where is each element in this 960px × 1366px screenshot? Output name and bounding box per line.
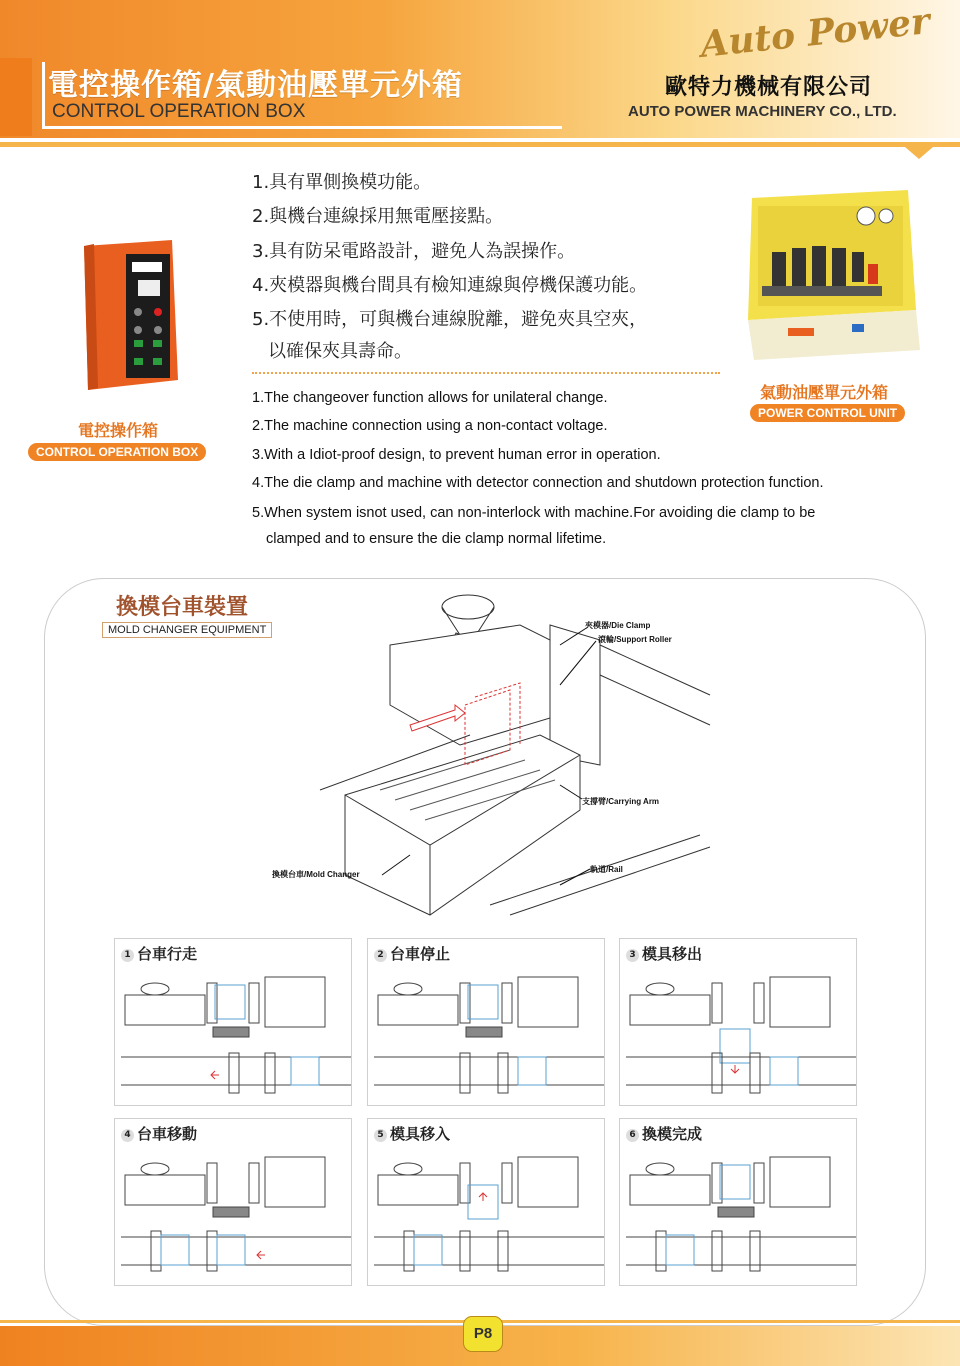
- company-name-en: AUTO POWER MACHINERY CO., LTD.: [628, 103, 897, 120]
- step-number: 2: [374, 949, 387, 962]
- step-panel: [367, 938, 605, 1106]
- step-illustration: [368, 965, 604, 1105]
- step-title: [626, 943, 702, 964]
- header-tab: [0, 58, 32, 136]
- control-box-caption-zh: 電控操作箱: [78, 421, 159, 440]
- divider-arrow: [905, 147, 933, 159]
- title-frame-bottom: [42, 126, 562, 129]
- step-title: [121, 943, 197, 964]
- step-number: 1: [121, 949, 134, 962]
- power-unit-caption-en: POWER CONTROL UNIT: [750, 404, 905, 422]
- label-carrying-arm: 支撐臂/Carrying Arm: [582, 797, 660, 806]
- step-panel: [619, 1118, 857, 1286]
- feature-en: 1.The changeover function allows for unilateral change.: [252, 390, 608, 406]
- step-panel: [619, 938, 857, 1106]
- page-subtitle: CONTROL OPERATION BOX: [52, 101, 306, 122]
- step-label: 台車停止: [390, 945, 451, 963]
- step-panel: [114, 1118, 352, 1286]
- step-number: 3: [626, 949, 639, 962]
- power-control-unit-image: [748, 190, 920, 360]
- step-label: 台車行走: [137, 945, 198, 963]
- step-illustration: [620, 1145, 856, 1285]
- step-panel: [367, 1118, 605, 1286]
- power-unit-caption-zh: 氣動油壓單元外箱: [760, 383, 889, 402]
- step-number: 4: [121, 1129, 134, 1142]
- header-divider: [0, 142, 960, 147]
- label-support-roller: 滾輪/Support Roller: [598, 635, 672, 644]
- feature-en: 3.With a Idiot-proof design, to prevent human error in operation.: [252, 447, 661, 463]
- feature-en: clamped and to ensure the die clamp normal lifetime.: [266, 531, 607, 547]
- step-illustration: [115, 965, 351, 1105]
- feature-zh: 5.不使用時，可與機台連線脫離，避免夾具空夾，: [252, 309, 648, 330]
- feature-en: 5.When system isnot used, can non-interlock with machine.For avoiding die clamp to be: [252, 505, 816, 521]
- page-number: P8: [463, 1316, 503, 1352]
- label-die-clamp: 夾模器/Die Clamp: [585, 621, 651, 630]
- feature-zh: 1.具有單側換模功能。: [252, 172, 432, 193]
- step-number: 5: [374, 1129, 387, 1142]
- step-title: [374, 943, 450, 964]
- step-title: [374, 1123, 450, 1144]
- feature-zh: 2.與機台連線採用無電壓接點。: [252, 206, 504, 227]
- control-box-image: [80, 240, 180, 390]
- feature-zh: 3.具有防呆電路設計，避免人為誤操作。: [252, 241, 576, 262]
- step-panel: [114, 938, 352, 1106]
- step-label: 模具移入: [390, 1125, 451, 1143]
- label-mold-changer: 換模台車/Mold Changer: [272, 870, 360, 879]
- company-name-zh: 歐特力機械有限公司: [665, 75, 873, 100]
- feature-zh: 4.夾模器與機台間具有檢知連線與停機保護功能。: [252, 275, 648, 296]
- step-illustration: [368, 1145, 604, 1285]
- step-label: 台車移動: [137, 1125, 198, 1143]
- brand-logo: Auto Power: [698, 0, 932, 66]
- step-title: [626, 1123, 702, 1144]
- feature-zh: 以確保夾具壽命。: [268, 341, 412, 362]
- step-label: 換模完成: [642, 1125, 703, 1143]
- dotted-divider: [252, 372, 720, 374]
- feature-en: 2.The machine connection using a non-contact voltage.: [252, 418, 608, 434]
- mold-changer-title: 換模台車裝置: [116, 595, 249, 620]
- step-number: 6: [626, 1129, 639, 1142]
- step-illustration: [620, 965, 856, 1105]
- feature-en: 4.The die clamp and machine with detector connection and shutdown protection function.: [252, 475, 824, 491]
- page-title: 電控操作箱/氣動油壓單元外箱: [48, 68, 463, 103]
- mold-changer-subtitle: MOLD CHANGER EQUIPMENT: [102, 622, 272, 638]
- control-box-caption-en: CONTROL OPERATION BOX: [28, 443, 206, 461]
- step-title: [121, 1123, 197, 1144]
- step-illustration: [115, 1145, 351, 1285]
- step-label: 模具移出: [642, 945, 703, 963]
- label-rail: 軌道/Rail: [590, 865, 623, 874]
- title-frame-left: [42, 62, 45, 128]
